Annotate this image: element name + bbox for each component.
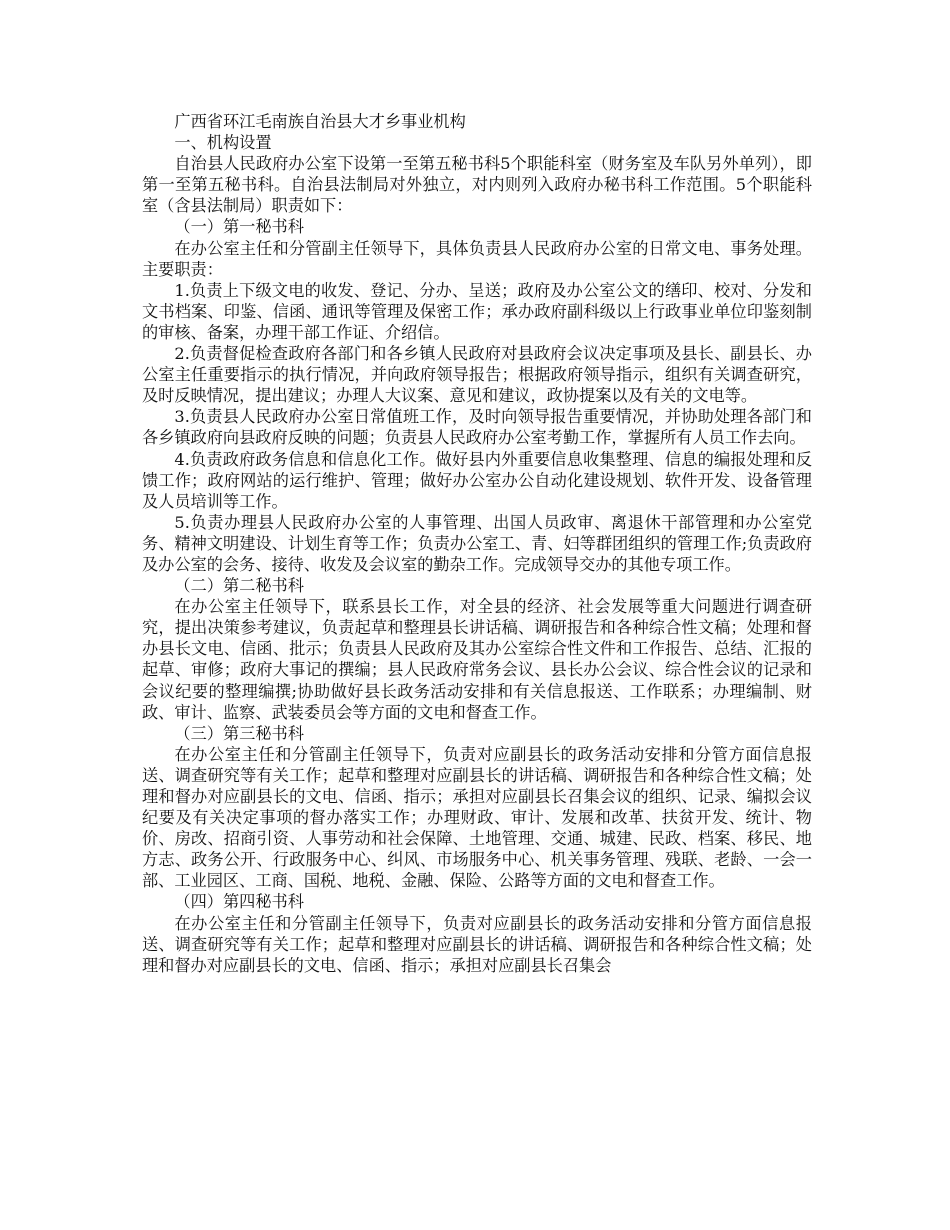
intro-paragraph: 自治县人民政府办公室下设第一至第五秘书科5个职能科室（财务室及车队另外单列），即第一至第五秘书科。自治县法制局对外独立，对内则列入政府办秘书科工作范围。5个职能科室（含县法制局）职责如下：: [142, 154, 812, 216]
list-item: 1.负责上下级文电的收发、登记、分办、呈送；政府及办公室公文的缮印、校对、分发和文书档案、印鉴、信函、通讯等管理及保密工作；承办政府副科级以上行政事业单位印鉴刻制的审核、备案，办理干部工作证、介绍信。: [142, 280, 812, 342]
paragraph: 在办公室主任和分管副主任领导下，负责对应副县长的政务活动安排和分管方面信息报送、调查研究等有关工作；起草和整理对应副县长的讲话稿、调研报告和各种综合性文稿；处理和督办对应副县长的文电、信函、指示；承担对应副县长召集会议的组织、记录、编拟会议纪要及有关决定事项的督办落实工作；办理财政、审计、发展和改革、扶贫开发、统计、物价、房改、招商引资、人事劳动和社会保障、土地管理、交通、城建、民政、档案、移民、地方志、政务公开、行政服务中心、纠风、市场服务中心、机关事务管理、残联、老龄、一会一部、工业园区、工商、国税、地税、金融、保险、公路等方面的文电和督查工作。: [142, 744, 812, 891]
subsection-heading-4: （四）第四秘书科: [174, 892, 304, 912]
paragraph: 在办公室主任和分管副主任领导下，负责对应副县长的政务活动安排和分管方面信息报送、调查研究等有关工作；起草和整理对应副县长的讲话稿、调研报告和各种综合性文稿；处理和督办对应副县长的文电、信函、指示；承担对应副县长召集会: [142, 913, 812, 975]
subsection-heading-1: （一）第一秘书科: [174, 217, 304, 237]
document-page: [142, 111, 812, 976]
list-item: 2.负责督促检查政府各部门和各乡镇人民政府对县政府会议决定事项及县长、副县长、办公室主任重要指示的执行情况，并向政府领导报告；根据政府领导指示，组织有关调查研究，及时反映情况，提出建议；办理人大议案、意见和建议，政协提案以及有关的文电等。: [142, 344, 812, 406]
paragraph: 在办公室主任领导下，联系县长工作，对全县的经济、社会发展等重大问题进行调查研究，提出决策参考建议，负责起草和整理县长讲话稿、调研报告和各种综合性文稿；处理和督办县长文电、信函、批示；负责县人民政府及其办公室综合性文件和工作报告、总结、汇报的起草、审修；政府大事记的撰编；县人民政府常务会议、县长办公会议、综合性会议的记录和会议纪要的整理编撰;协助做好县长政务活动安排和有关信息报送、工作联系；办理编制、财政、审计、监察、武装委员会等方面的文电和督查工作。: [142, 597, 812, 722]
document-title: 广西省环江毛南族自治县大才乡事业机构: [174, 112, 466, 131]
list-item: 5.负责办理县人民政府办公室的人事管理、出国人员政审、离退休干部管理和办公室党务、精神文明建设、计划生育等工作；负责办公室工、青、妇等群团组织的管理工作;负责政府及办公室的会务、接待、收发及会议室的勤杂工作。完成领导交办的其他专项工作。: [142, 512, 812, 574]
subsection-heading-3: （三）第三秘书科: [174, 723, 304, 743]
list-item: 3.负责县人民政府办公室日常值班工作，及时向领导报告重要情况，并协助处理各部门和各乡镇政府向县政府反映的问题；负责县人民政府办公室考勤工作，掌握所有人员工作去向。: [142, 407, 812, 448]
subsection-heading-2: （二）第二秘书科: [174, 576, 304, 596]
paragraph: 在办公室主任和分管副主任领导下，具体负责县人民政府办公室的日常文电、事务处理。主要职责：: [142, 238, 812, 279]
list-item: 4.负责政府政务信息和信息化工作。做好县内外重要信息收集整理、信息的编报处理和反馈工作；政府网站的运行维护、管理；做好办公室办公自动化建设规划、软件开发、设备管理及人员培训等工作。: [142, 449, 812, 511]
section-heading: 一、机构设置: [174, 133, 272, 153]
